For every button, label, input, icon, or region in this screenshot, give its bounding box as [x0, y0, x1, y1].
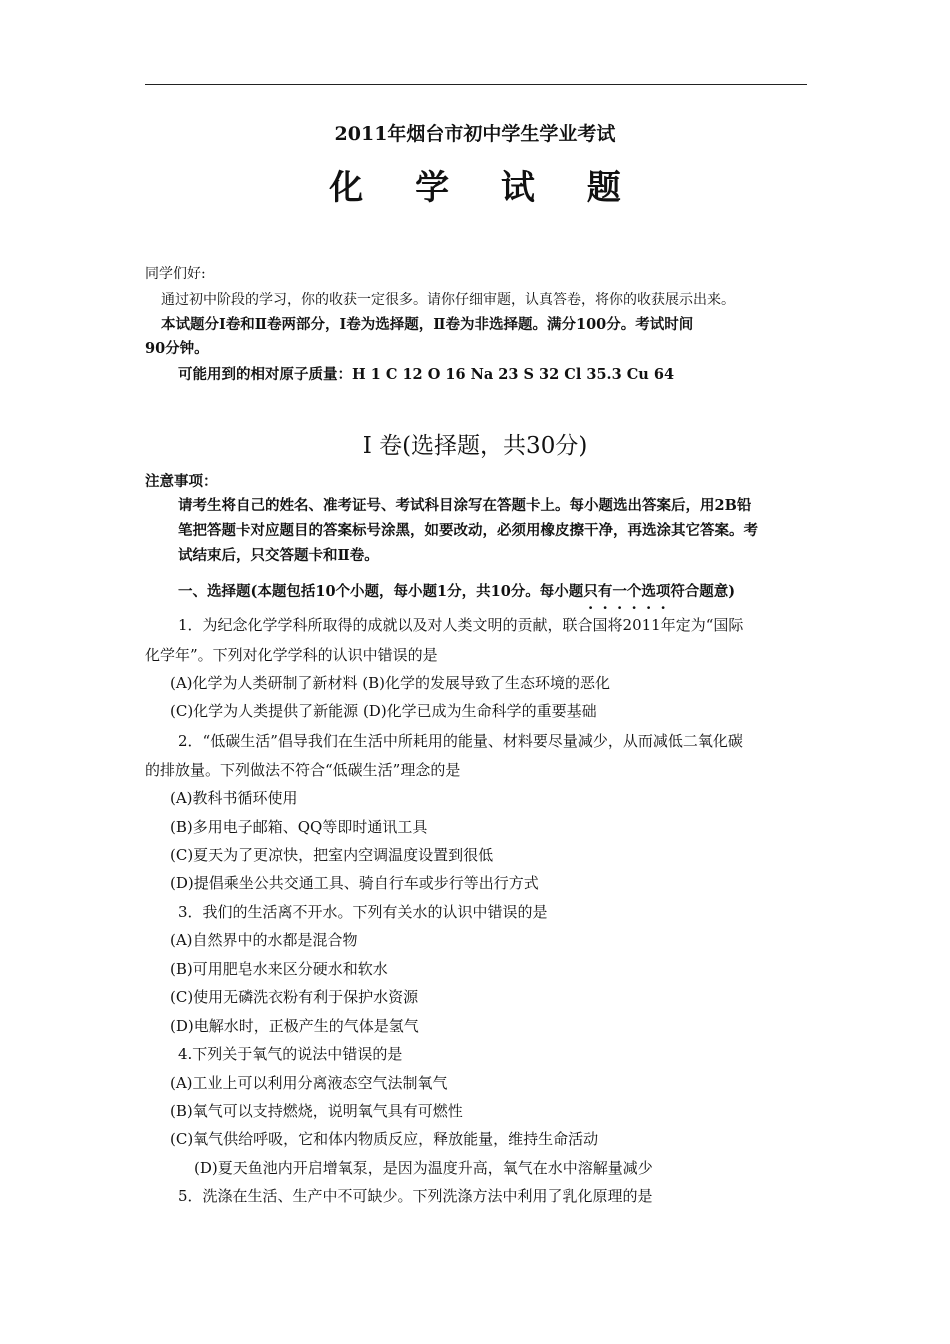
notice-line: 笔把答题卡对应题目的答案标号涂黑，如要改动，必须用橡皮擦干净，再选涂其它答案。考 — [178, 522, 758, 539]
question-3-stem: 3．我们的生活离不开水。下列有关水的认识中错误的是 — [178, 903, 548, 921]
part-heading-suffix: 符合题意) — [670, 583, 736, 600]
question-3-option-a: (A)自然界中的水都是混合物 — [170, 931, 358, 949]
greeting: 同学们好: — [145, 266, 206, 282]
emphasis-char: 一 — [612, 583, 627, 600]
score-info-line1: 本试题分Ⅰ卷和Ⅱ卷两部分，Ⅰ卷为选择题，Ⅱ卷为非选择题。满分100分。考试时间 — [161, 316, 694, 333]
intro-message: 通过初中阶段的学习，你的收获一定很多。请你仔细审题，认真答卷，将你的收获展示出来。 — [161, 292, 735, 308]
question-2-option-c: (C)夏天为了更凉快，把室内空调温度设置到很低 — [170, 846, 494, 864]
exam-title: 2011年烟台市初中学生学业考试 — [334, 123, 616, 145]
question-1-options-cd: (C)化学为人类提供了新能源 (D)化学已成为生命科学的重要基础 — [170, 702, 597, 720]
notice-label: 注意事项： — [145, 473, 218, 490]
question-3-option-d: (D)电解水时，正极产生的气体是氢气 — [170, 1017, 419, 1035]
subject-title: 化 学 试 题 — [329, 168, 641, 208]
emphasis-char: 有 — [597, 583, 613, 600]
atomic-masses: 可能用到的相对原子质量：H 1 C 12 O 16 Na 23 S 32 Cl 35.3 Cu 64 — [178, 366, 675, 383]
part-heading-emphasis — [583, 583, 670, 600]
question-2-stem-cont: 的排放量。下列做法不符合“低碳生活”理念的是 — [145, 761, 461, 779]
emphasis-char: 个 — [626, 583, 642, 600]
notice-line: 试结束后，只交答题卡和Ⅱ卷。 — [178, 547, 379, 564]
question-1-options-ab: (A)化学为人类研制了新材料 (B)化学的发展导致了生态环境的恶化 — [170, 674, 611, 692]
question-5-stem: 5．洗涤在生活、生产中不可缺少。下列洗涤方法中利用了乳化原理的是 — [178, 1187, 653, 1205]
part-heading — [178, 582, 735, 602]
question-4-option-c: (C)氧气供给呼吸，它和体内物质反应，释放能量，维持生命活动 — [170, 1130, 599, 1148]
question-2-option-a: (A)教科书循环使用 — [170, 789, 298, 807]
question-3-option-b: (B)可用肥皂水来区分硬水和软水 — [170, 960, 388, 978]
question-4-option-b: (B)氧气可以支持燃烧，说明氧气具有可燃性 — [170, 1102, 463, 1120]
emphasis-char: 选 — [641, 583, 656, 600]
section-heading: Ⅰ 卷(选择题，共30分) — [362, 433, 588, 459]
header-rule — [145, 84, 807, 85]
emphasis-char: 项 — [655, 583, 671, 600]
question-2-option-b: (B)多用电子邮箱、QQ等即时通讯工具 — [170, 818, 428, 836]
part-heading-prefix: 一、选择题(本题包括10个小题，每小题1分，共10分。每小题 — [178, 583, 584, 600]
question-4-stem: 4.下列关于氧气的说法中错误的是 — [178, 1045, 403, 1063]
notice-line: 请考生将自己的姓名、准考证号、考试科目涂写在答题卡上。每小题选出答案后，用2B铅 — [178, 497, 752, 514]
question-4-option-d: (D)夏天鱼池内开启增氧泵，是因为温度升高，氧气在水中溶解量减少 — [194, 1159, 653, 1177]
question-2-stem: 2．“低碳生活”倡导我们在生活中所耗用的能量、材料要尽量减少，从而减低二氧化碳 — [178, 732, 743, 750]
question-1-stem-cont: 化学年”。下列对化学学科的认识中错误的是 — [145, 646, 438, 664]
question-1-stem: 1．为纪念化学学科所取得的成就以及对人类文明的贡献，联合国将2011年定为“国际 — [178, 616, 744, 634]
score-info-line2: 90分钟。 — [145, 340, 209, 357]
emphasis-char: 只 — [583, 583, 598, 600]
question-4-option-a: (A)工业上可以利用分离液态空气法制氧气 — [170, 1074, 448, 1092]
question-3-option-c: (C)使用无磷洗衣粉有利于保护水资源 — [170, 988, 419, 1006]
question-2-option-d: (D)提倡乘坐公共交通工具、骑自行车或步行等出行方式 — [170, 874, 539, 892]
